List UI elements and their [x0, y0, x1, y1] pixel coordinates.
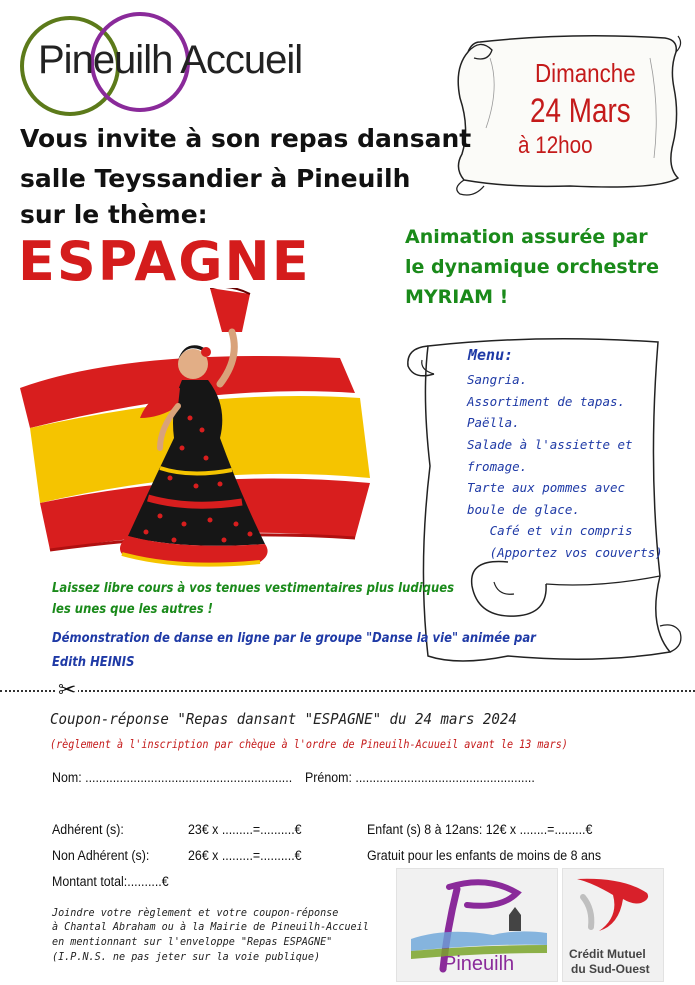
animation-line-2: le dynamique orchestre	[405, 256, 660, 278]
adherent-price-field[interactable]: 23€ x .........=..........€	[188, 822, 302, 837]
pineuilh-accueil-logo	[12, 8, 332, 118]
menu-item: Assortiment de tapas.	[467, 394, 626, 409]
pineuilh-sponsor-text: Pineuilh	[443, 953, 515, 975]
date-date: 24 Mars	[530, 92, 631, 130]
adherent-label: Adhérent (s):	[52, 822, 124, 837]
join-line-1: Joindre votre règlement et votre coupon-réponse	[52, 906, 339, 919]
join-line-3: en mentionnant sur l'enveloppe "Repas ESPAGNE"	[52, 935, 333, 948]
nom-field[interactable]: Nom: ............................................................	[52, 770, 293, 785]
date-time: à 12hoo	[518, 132, 593, 159]
menu-item: Tarte aux pommes avec	[467, 480, 626, 495]
menu-item: Café et vin compris	[467, 523, 633, 538]
enfant-field[interactable]: Enfant (s) 8 à 12ans: 12€ x ........=.........€	[367, 822, 593, 837]
scissors-icon: ✂	[58, 678, 77, 703]
dress-note-line-1: Laissez libre cours à vos tenues vestimentaires plus ludiques	[52, 580, 455, 596]
credit-mutuel-line-2: du Sud-Ouest	[571, 962, 650, 976]
menu-item: Sangria.	[467, 372, 528, 387]
total-field[interactable]: Montant total:..........€	[52, 874, 169, 889]
animation-line-1: Animation assurée par	[405, 226, 648, 248]
menu-item: boule de glace.	[467, 502, 580, 517]
invitation-line-3: sur le thème:	[20, 200, 208, 229]
menu-item: Salade à l'assiette et	[467, 437, 633, 452]
coupon-title: Coupon-réponse "Repas dansant "ESPAGNE" du 24 mars 2024	[50, 710, 517, 728]
menu-title: Menu:	[468, 346, 514, 364]
gratuit-note: Gratuit pour les enfants de moins de 8 ans	[367, 848, 602, 863]
prenom-field[interactable]: Prénom: ....................................................	[305, 770, 535, 785]
dress-note-line-2: les unes que les autres !	[52, 601, 213, 617]
dance-note-line-2: Edith HEINIS	[52, 654, 135, 670]
logo-text: Pineuilh Accueil	[38, 38, 303, 82]
cut-line	[0, 690, 695, 692]
non-adherent-price-field[interactable]: 26€ x .........=..........€	[188, 848, 302, 863]
join-line-4: (I.P.N.S. ne pas jeter sur la voie publique)	[52, 950, 321, 963]
join-line-2: à Chantal Abraham ou à la Mairie de Pineuilh-Accueil	[52, 920, 369, 933]
non-adherent-label: Non Adhérent (s):	[52, 848, 150, 863]
credit-mutuel-logo	[562, 868, 664, 982]
coupon-subtitle: (règlement à l'inscription par chèque à l'ordre de Pineuilh-Acuueil avant le 13 mars)	[50, 737, 568, 751]
theme-title: ESPAGNE	[18, 230, 311, 293]
menu-item: fromage.	[467, 459, 528, 474]
dance-note-line-1: Démonstration de danse en ligne par le groupe "Danse la vie" animée par	[52, 630, 536, 646]
credit-mutuel-line-1: Crédit Mutuel	[569, 947, 646, 961]
menu-item: Paëlla.	[467, 415, 520, 430]
invitation-line-2: salle Teyssandier à Pineuilh	[20, 164, 411, 193]
date-day: Dimanche	[535, 58, 636, 88]
animation-line-3: MYRIAM !	[405, 286, 509, 308]
invitation-line-1: Vous invite à son repas dansant	[20, 124, 472, 153]
flamenco-dancer-illustration	[10, 288, 390, 578]
pineuilh-sponsor-logo	[396, 868, 558, 982]
menu-item: (Apportez vos couverts)	[467, 545, 663, 560]
credit-mutuel-icon	[563, 869, 663, 939]
